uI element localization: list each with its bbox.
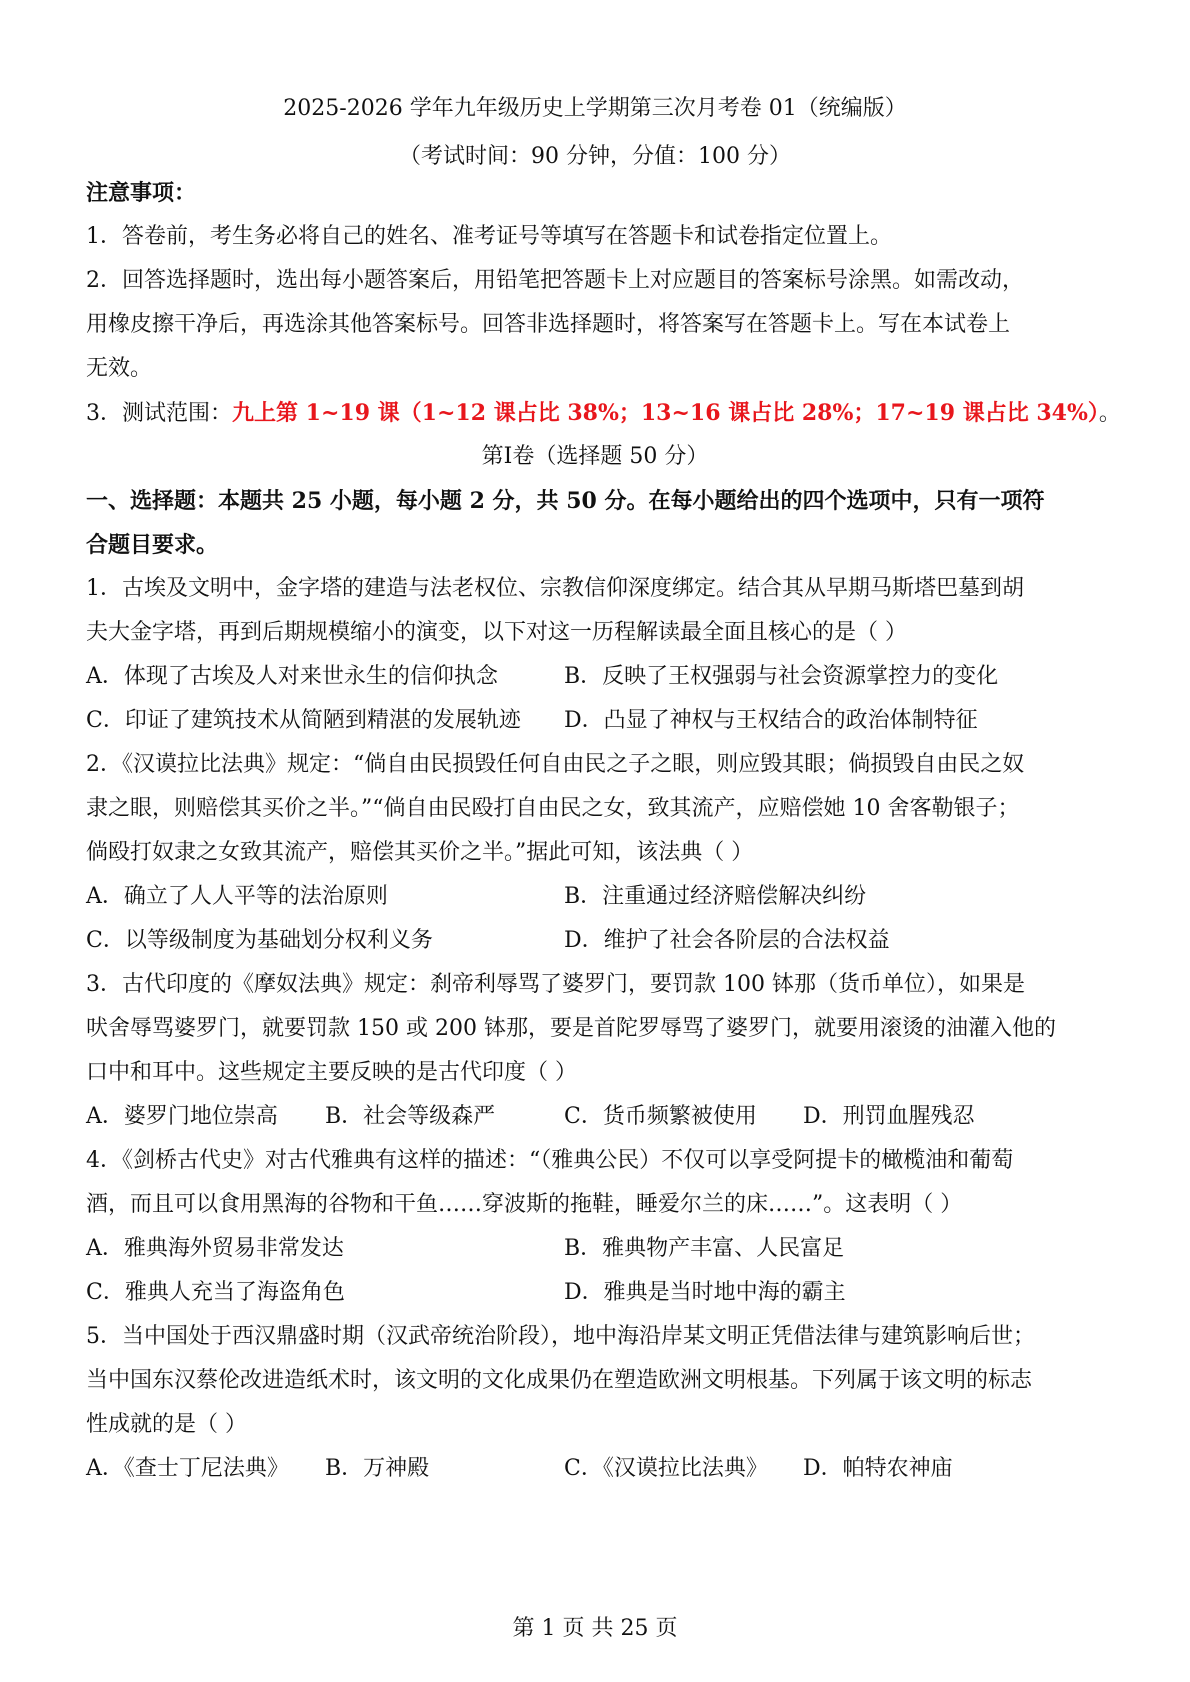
q3-option-b: B．社会等级森严 [325,1104,496,1129]
q3-stem-line-3: 口中和耳中。这些规定主要反映的是古代印度（ ） [86,1060,577,1085]
q5-stem-line-2: 当中国东汉蔡伦改进造纸术时，该文明的文化成果仍在塑造欧洲文明根基。下列属于该文明的标志 [86,1368,1033,1393]
notice-item-3-prefix: 3．测试范围： [86,401,232,426]
q2-stem-line-3: 倘殴打奴隶之女致其流产，赔偿其买价之半。”据此可知，该法典（ ） [86,840,754,865]
q1-option-a: A．体现了古埃及人对来世永生的信仰执念 [86,664,498,689]
notice-item-2-line-2: 用橡皮擦干净后，再选涂其他答案标号。回答非选择题时，将答案写在答题卡上。写在本试卷上 [86,312,1011,337]
q5-option-b: B．万神殿 [325,1456,430,1481]
q1-option-b: B．反映了王权强弱与社会资源掌控力的变化 [564,664,999,689]
q5-stem-line-3: 性成就的是（ ） [86,1412,247,1437]
q5-option-c: C．《汉谟拉比法典》 [564,1456,768,1481]
q3-stem-line-2: 吠舍辱骂婆罗门，就要罚款 150 或 200 钵那，要是首陀罗辱骂了婆罗门，就要用滚烫的油灌入他的 [86,1016,1056,1041]
exam-info: （考试时间：90 分钟，分值：100 分） [399,144,791,169]
q1-option-c: C．印证了建筑技术从简陋到精湛的发展轨迹 [86,708,521,733]
q1-option-d: D．凸显了神权与王权结合的政治体制特征 [564,708,978,733]
notice-item-2-line-3: 无效。 [86,356,153,381]
q4-option-c: C．雅典人充当了海盗角色 [86,1280,345,1305]
notice-item-2-line-1: 2．回答选择题时，选出每小题答案后，用铅笔把答题卡上对应题目的答案标号涂黑。如需改动， [86,268,1025,293]
q1-stem-line-1: 1．古埃及文明中，金字塔的建造与法老权位、宗教信仰深度绑定。结合其从早期马斯塔巴墓到胡 [86,576,1025,601]
q4-option-a: A．雅典海外贸易非常发达 [86,1236,344,1261]
q2-stem-line-1: 2．《汉谟拉比法典》规定：“倘自由民损毁任何自由民之子之眼，则应毁其眼；倘损毁自由民之奴 [86,752,1025,777]
test-scope-highlight: 九上第 1~19 课（1~12 课占比 38%；13~16 课占比 28%；17~19 课占比 34%） [232,400,1099,426]
q2-option-c: C．以等级制度为基础划分权利义务 [86,928,433,953]
q5-stem-line-1: 5．当中国处于西汉鼎盛时期（汉武帝统治阶段），地中海沿岸某文明正凭借法律与建筑影响后世； [86,1324,1036,1349]
q3-option-a: A．婆罗门地位崇高 [86,1104,278,1129]
section-heading-line-1: 一、选择题：本题共 25 小题，每小题 2 分，共 50 分。在每小题给出的四个选项中，只有一项符 [86,488,1045,514]
page-number: 第 1 页 共 25 页 [512,1616,678,1641]
q5-option-d: D．帕特农神庙 [803,1456,953,1481]
section-heading-line-2: 合题目要求。 [86,532,219,558]
q1-stem-line-2: 夫大金字塔，再到后期规模缩小的演变，以下对这一历程解读最全面且核心的是（ ） [86,620,907,645]
q2-option-a: A．确立了人人平等的法治原则 [86,884,388,909]
q4-stem-line-1: 4．《剑桥古代史》对古代雅典有这样的描述：“（雅典公民）不仅可以享受阿提卡的橄榄油和葡萄 [86,1148,1014,1173]
q4-option-b: B．雅典物产丰富、人民富足 [564,1236,845,1261]
q3-option-d: D．刑罚血腥残忍 [803,1104,975,1129]
q2-stem-line-2: 隶之眼，则赔偿其买价之半。”“倘自由民殴打自由民之女，致其流产，应赔偿她 10 舍客勒银子； [86,796,1020,821]
q3-option-c: C．货币频繁被使用 [564,1104,757,1129]
part-title: 第I卷（选择题 50 分） [481,444,709,469]
page-title: 2025-2026 学年九年级历史上学期第三次月考卷 01（统编版） [283,96,907,121]
q3-stem-line-1: 3．古代印度的《摩奴法典》规定：刹帝利辱骂了婆罗门，要罚款 100 钵那（货币单位），如果是 [86,972,1025,997]
q4-option-d: D．雅典是当时地中海的霸主 [564,1280,846,1305]
q2-option-b: B．注重通过经济赔偿解决纠纷 [564,884,867,909]
q4-stem-line-2: 酒，而且可以食用黑海的谷物和干鱼……穿波斯的拖鞋，睡爱尔兰的床……”。这表明（ ） [86,1192,963,1217]
notice-item-3 [86,396,1121,431]
notice-heading: 注意事项： [86,180,197,206]
notice-item-1: 1．答卷前，考生务必将自己的姓名、准考证号等填写在答题卡和试卷指定位置上。 [86,224,892,249]
notice-item-3-suffix: 。 [1098,401,1121,426]
q5-option-a: A．《查士丁尼法典》 [86,1456,289,1481]
q2-option-d: D．维护了社会各阶层的合法权益 [564,928,890,953]
